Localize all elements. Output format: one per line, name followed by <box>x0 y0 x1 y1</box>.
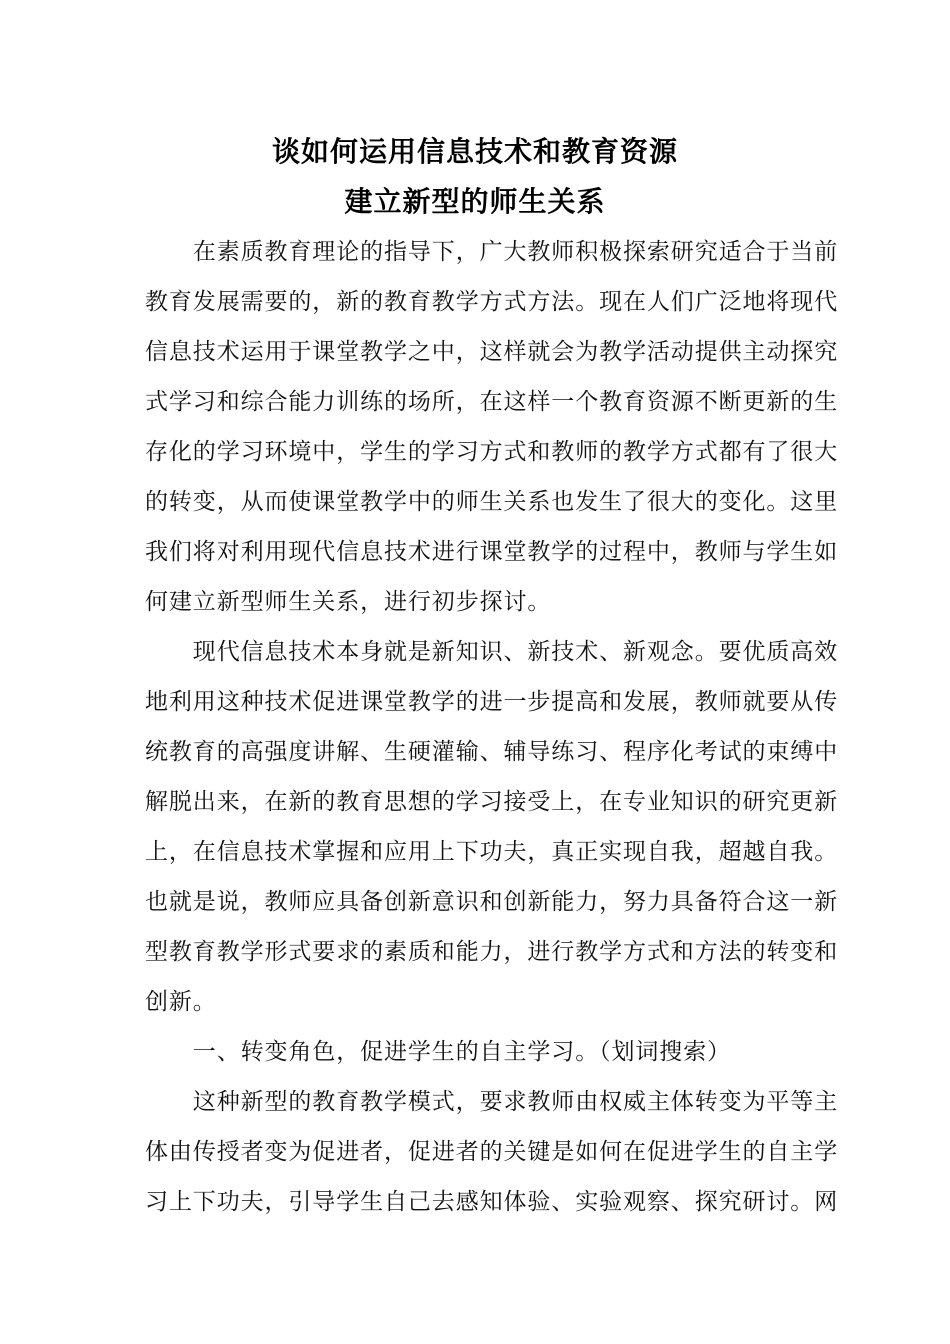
paragraph-line: 何建立新型师生关系，进行初步探讨。 <box>145 589 552 615</box>
paragraph-line: 解脱出来，在新的教育思想的学习接受上，在专业知识的研究更新 <box>145 789 839 815</box>
paragraph-line: 创新。 <box>145 989 217 1015</box>
paragraph-line: 式学习和综合能力训练的场所，在这样一个教育资源不断更新的生 <box>145 389 839 415</box>
paragraph-line: 信息技术运用于课堂教学之中，这样就会为教学活动提供主动探究 <box>145 339 839 365</box>
paragraph-line: 型教育教学形式要求的素质和能力，进行教学方式和方法的转变和 <box>145 939 839 965</box>
paragraph-line: 现代信息技术本身就是新知识、新技术、新观念。要优质高效 <box>145 639 839 665</box>
paragraph-line: 统教育的高强度讲解、生硬灌输、辅导练习、程序化考试的束缚中 <box>145 739 839 765</box>
paragraph-line: 上，在信息技术掌握和应用上下功夫，真正实现自我，超越自我。 <box>145 839 839 865</box>
document-title-line-2: 建立新型的师生关系 <box>344 185 606 218</box>
paragraph-line: 体由传授者变为促进者，促进者的关键是如何在促进学生的自主学 <box>145 1139 839 1165</box>
paragraph-line: 地利用这种技术促进课堂教学的进一步提高和发展，教师就要从传 <box>145 689 839 715</box>
document-title-line-1: 谈如何运用信息技术和教育资源 <box>271 135 678 168</box>
paragraph-line: 我们将对利用现代信息技术进行课堂教学的过程中，教师与学生如 <box>145 539 839 565</box>
paragraph-line: 教育发展需要的，新的教育教学方式方法。现在人们广泛地将现代 <box>145 289 839 315</box>
paragraph-line: 也就是说，教师应具备创新意识和创新能力，努力具备符合这一新 <box>145 889 839 915</box>
paragraph-line: 存化的学习环境中，学生的学习方式和教师的教学方式都有了很大 <box>145 439 839 465</box>
paragraph-line: 这种新型的教育教学模式，要求教师由权威主体转变为平等主 <box>145 1089 839 1115</box>
paragraph-line: 的转变，从而使课堂教学中的师生关系也发生了很大的变化。这里 <box>145 489 839 515</box>
section-heading: 一、转变角色，促进学生的自主学习。（划词搜索） <box>145 1039 731 1065</box>
paragraph-line: 在素质教育理论的指导下，广大教师积极探索研究适合于当前 <box>145 239 839 265</box>
paragraph-line: 习上下功夫，引导学生自己去感知体验、实验观察、探究研讨。网 <box>145 1189 839 1215</box>
